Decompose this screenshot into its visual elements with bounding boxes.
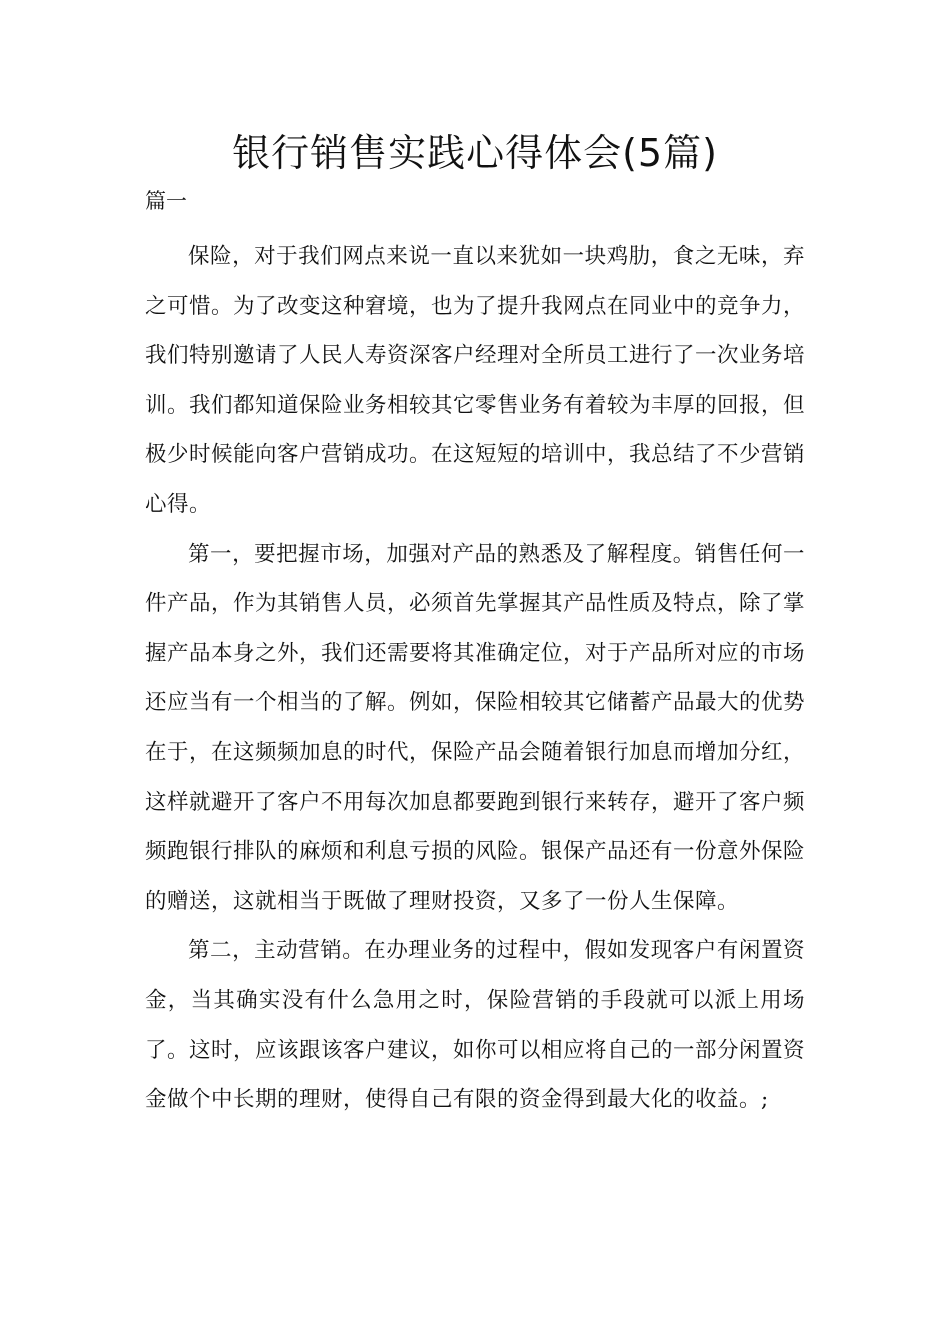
- paragraph-3: 第二，主动营销。在办理业务的过程中，假如发现客户有闲置资金，当其确实没有什么急用之时，保险营销的手段就可以派上用场了。这时，应该跟该客户建议，如你可以相应将自己的一部分闲置资金做个中长期的理财，使得自己有限的资金得到最大化的收益。;: [145, 938, 806, 1113]
- document-title: 银行销售实践心得体会(5篇): [232, 131, 718, 175]
- paragraph-1: 保险，对于我们网点来说一直以来犹如一块鸡肋，食之无味，弃之可惜。为了改变这种窘境，也为了提升我网点在同业中的竞争力，我们特别邀请了人民人寿资深客户经理对全所员工进行了一次业务培训。我们都知道保险业务相较其它零售业务有着较为丰厚的回报，但极少时候能向客户营销成功。在这短短的培训中，我总结了不少营销心得。: [145, 244, 806, 517]
- document-body: [145, 232, 805, 1125]
- section-label: 篇一: [145, 189, 187, 213]
- paragraph-2: 第一，要把握市场，加强对产品的熟悉及了解程度。销售任何一件产品，作为其销售人员，必须首先掌握其产品性质及特点，除了掌握产品本身之外，我们还需要将其准确定位，对于产品所对应的市场还应当有一个相当的了解。例如，保险相较其它储蓄产品最大的优势在于，在这频频加息的时代，保险产品会随着银行加息而增加分红，这样就避开了客户不用每次加息都要跑到银行来转存，避开了客户频频跑银行排队的麻烦和利息亏损的风险。银保产品还有一份意外保险的赠送，这就相当于既做了理财投资，又多了一份人生保障。: [145, 541, 806, 914]
